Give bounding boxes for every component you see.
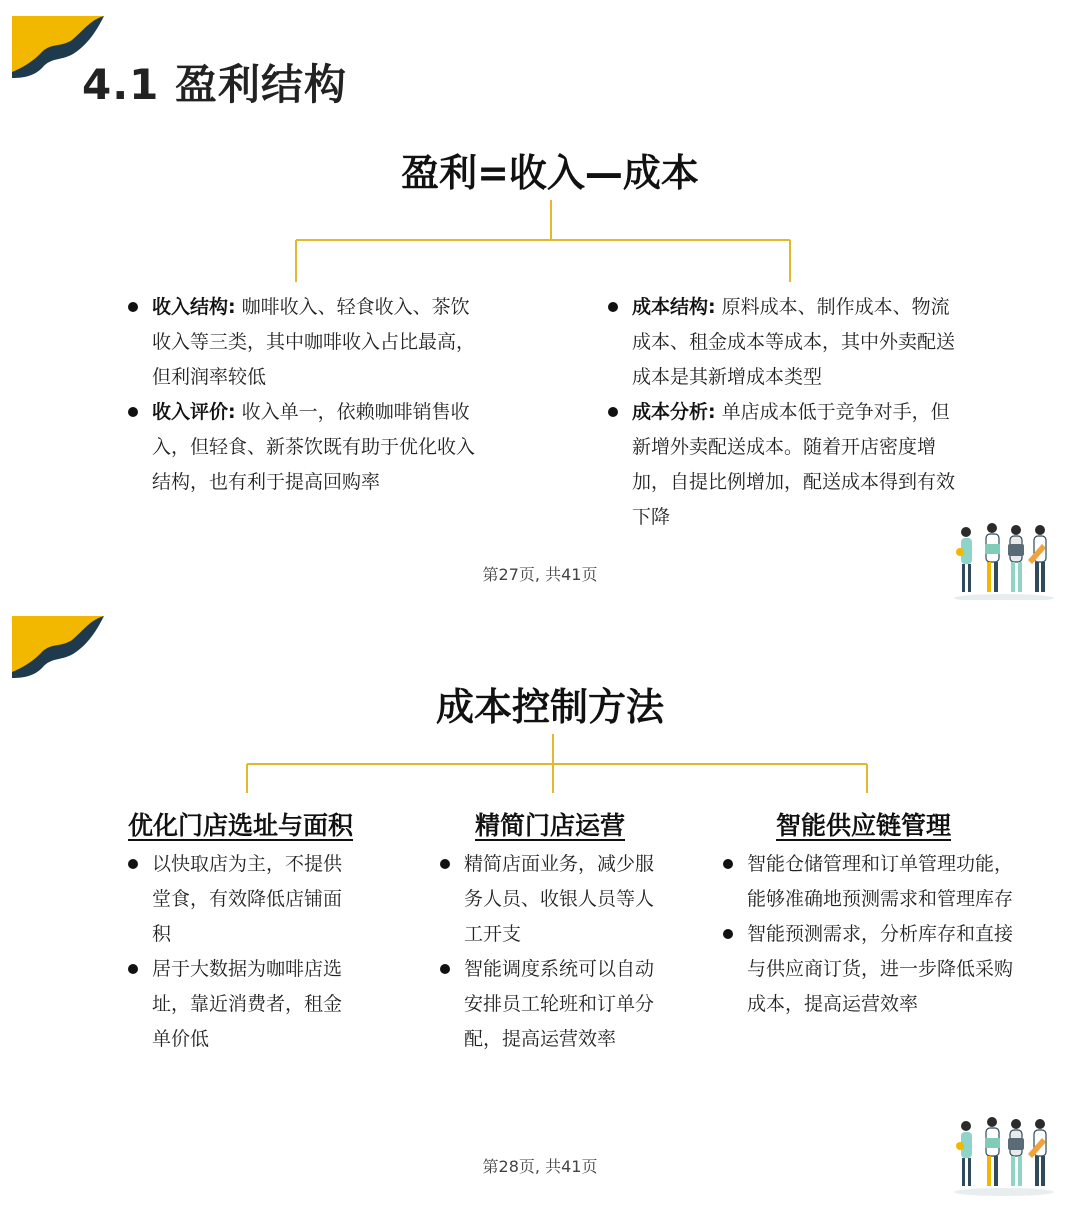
bullet-separator: :: [708, 296, 716, 318]
list-item: [126, 395, 476, 500]
slide-28: [0, 600, 1080, 1211]
supply-chain-bullet-list: [721, 847, 1013, 1022]
bullet-text: 原料成本、制作成本、物流成本、租金成本等成本，其中外卖配送成本是其新增成本类型: [632, 296, 956, 388]
list-item: 居于大数据为咖啡店选址，靠近消费者，租金单价低: [126, 952, 354, 1057]
bullet-text: 单店成本低于竞争对手，但新增外卖配送成本。随着开店密度增加，自提比例增加，配送成本得到有效下降: [632, 401, 956, 528]
site-bullet-list: [126, 847, 354, 1057]
list-item: [606, 290, 966, 395]
list-item: 智能预测需求，分析库存和直接与供应商订货，进一步降低采购成本，提高运营效率: [721, 917, 1013, 1022]
list-item: 智能调度系统可以自动安排员工轮班和订单分配，提高运营效率: [438, 952, 670, 1057]
slide-title: 成本控制方法: [435, 685, 664, 729]
list-item: [606, 395, 966, 535]
operations-bullet-list: [438, 847, 670, 1057]
bullet-separator: :: [228, 296, 236, 318]
list-item: 以快取店为主，不提供堂食，有效降低店铺面积: [126, 847, 354, 952]
list-item: 精简店面业务，减少服务人员、收银人员等人工开支: [438, 847, 670, 952]
slide-27: [0, 0, 1080, 600]
bullet-label: 收入评价: [152, 401, 229, 423]
people-illustration: [952, 518, 1056, 602]
connector-lines: [0, 0, 1080, 290]
page-number: 第28页, 共41页: [482, 1157, 598, 1176]
income-bullet-list: [126, 290, 476, 500]
bullet-label: 收入结构: [152, 296, 229, 318]
bullet-label: 成本分析: [632, 401, 709, 423]
page-number: 第27页, 共41页: [482, 565, 598, 584]
bullet-separator: :: [708, 401, 716, 423]
column-heading-site: 优化门店选址与面积: [128, 811, 354, 840]
bullet-text: 咖啡收入、轻食收入、茶饮收入等三类，其中咖啡收入占比最高，但利润率较低: [152, 296, 476, 388]
column-heading-supply-chain: 智能供应链管理: [776, 811, 952, 840]
connector-lines: [0, 600, 1080, 800]
column-heading-operations: 精简门店运营: [475, 811, 626, 840]
cost-bullet-list: [606, 290, 966, 535]
bullet-label: 成本结构: [632, 296, 709, 318]
slide-title: 4.1 盈利结构: [82, 60, 348, 109]
bullet-text: 收入单一，依赖咖啡销售收入，但轻食、新茶饮既有助于优化收入结构，也有利于提高回购率: [152, 401, 476, 493]
list-item: [126, 290, 476, 395]
bullet-separator: :: [228, 401, 236, 423]
list-item: 智能仓储管理和订单管理功能，能够准确地预测需求和管理库存: [721, 847, 1013, 917]
formula-heading: 盈利=收入—成本: [401, 151, 699, 195]
